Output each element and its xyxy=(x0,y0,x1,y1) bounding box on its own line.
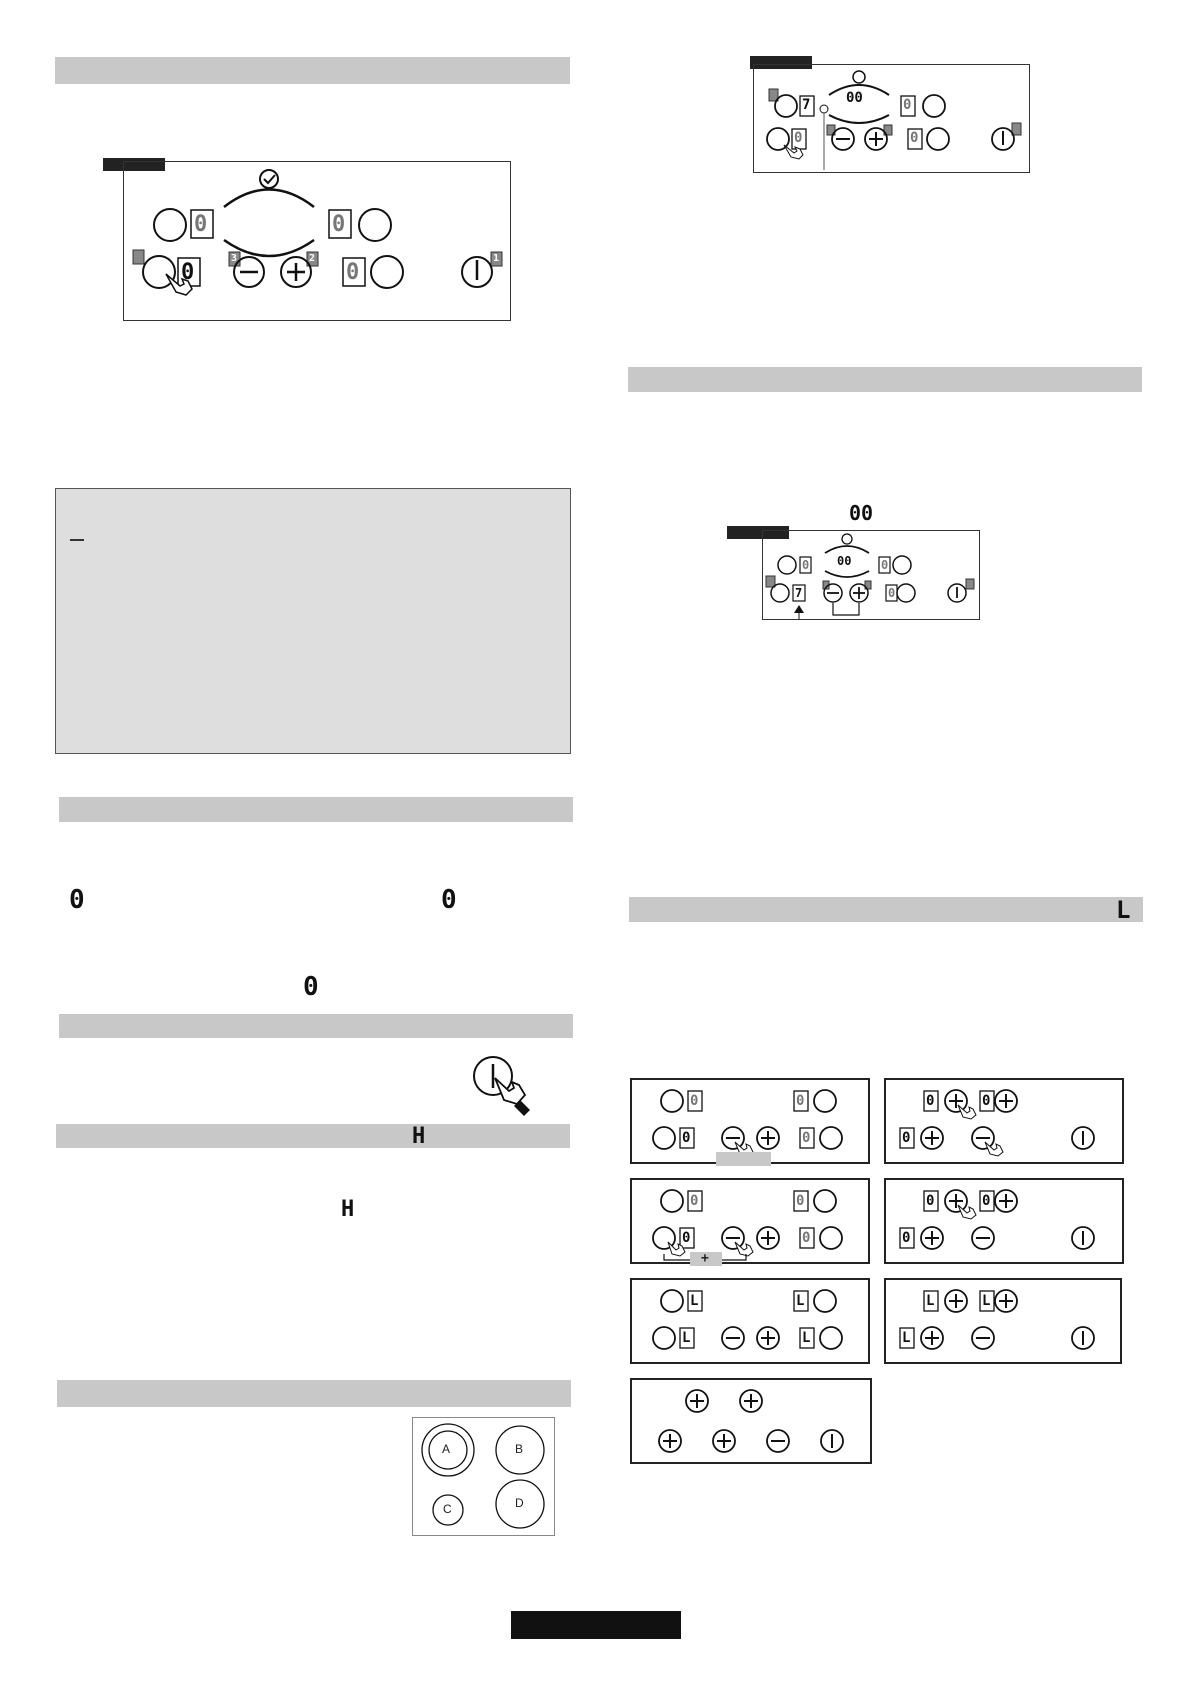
display-bottom-right: 0 xyxy=(888,586,896,600)
lock-step-panel-6-drawing xyxy=(886,1280,1120,1362)
display-top-right: 0 xyxy=(332,212,346,237)
zone-label-c: C xyxy=(443,1502,452,1516)
plus-tag-label: + xyxy=(701,1251,709,1266)
lock-step-panel-5-drawing xyxy=(632,1280,868,1362)
display-seven: 7 xyxy=(795,586,803,600)
display-l: L xyxy=(682,1330,691,1346)
plus-tag xyxy=(690,1252,722,1266)
display: 0 xyxy=(796,1093,805,1109)
display: 0 xyxy=(926,1193,935,1209)
l-symbol: L xyxy=(1116,896,1131,924)
zero-symbol: 0 xyxy=(441,885,457,915)
lock-step-panel-3 xyxy=(630,1178,870,1264)
note-dash xyxy=(70,539,84,541)
control-panel-diagram xyxy=(123,161,511,321)
display-l: L xyxy=(926,1293,935,1309)
section-header-bar xyxy=(629,897,1143,922)
display-l: L xyxy=(802,1330,811,1346)
lock-step-panel-1-drawing xyxy=(632,1080,868,1162)
page-footer-bar xyxy=(511,1611,681,1639)
cooking-zones-diagram xyxy=(412,1417,555,1536)
display: 0 xyxy=(796,1193,805,1209)
display-seven: 7 xyxy=(802,97,811,113)
section-header-bar xyxy=(628,367,1142,392)
display: 0 xyxy=(682,1130,691,1146)
lock-step-panel-6 xyxy=(884,1278,1122,1364)
step-badge-1: 1 xyxy=(493,253,500,264)
step-badge-3: 3 xyxy=(231,253,238,264)
zero-symbol: 0 xyxy=(303,972,319,1002)
lock-step-panel-7-drawing xyxy=(632,1380,870,1462)
control-panel-diagram-timer xyxy=(753,64,1030,173)
display-bottom-right: 0 xyxy=(346,260,360,285)
control-panel-timer-set-drawing xyxy=(763,531,979,619)
h-symbol: H xyxy=(412,1124,426,1149)
double-zero-symbol: 00 xyxy=(849,501,874,525)
display-top-right: 0 xyxy=(903,97,912,113)
lock-step-panel-7 xyxy=(630,1378,872,1464)
display: 0 xyxy=(902,1130,911,1146)
display: 0 xyxy=(902,1230,911,1246)
section-header-bar xyxy=(57,1380,571,1407)
display-l: L xyxy=(690,1293,699,1309)
lock-step-panel-4 xyxy=(884,1178,1124,1264)
display: 0 xyxy=(690,1093,699,1109)
section-header-bar xyxy=(55,57,570,84)
cooking-zones-drawing xyxy=(413,1418,554,1535)
note-box xyxy=(55,488,571,754)
display-bottom-left: 0 xyxy=(181,260,195,285)
display: 0 xyxy=(926,1093,935,1109)
display-l: L xyxy=(982,1293,991,1309)
timer-tag xyxy=(716,1152,771,1166)
section-header-bar xyxy=(56,1124,570,1148)
display-bottom-left: 0 xyxy=(794,130,803,146)
h-symbol: H xyxy=(341,1197,355,1222)
section-header-bar xyxy=(59,797,573,822)
section-header-bar xyxy=(59,1014,573,1038)
display-top-left: 0 xyxy=(802,558,810,572)
zone-label-a: A xyxy=(442,1442,451,1456)
lock-step-panel-3-drawing xyxy=(632,1180,868,1262)
step-badge-2: 2 xyxy=(309,253,316,264)
display-top-right: 0 xyxy=(881,558,889,572)
display: 0 xyxy=(690,1193,699,1209)
control-panel-timer-drawing xyxy=(754,65,1029,172)
lock-step-panel-5 xyxy=(630,1278,870,1364)
display: 0 xyxy=(802,1130,811,1146)
control-panel-drawing xyxy=(124,162,510,320)
display: 0 xyxy=(982,1093,991,1109)
display: 0 xyxy=(982,1193,991,1209)
zero-symbol: 0 xyxy=(69,885,85,915)
timer-display: 00 xyxy=(837,554,852,568)
zone-label-d: D xyxy=(515,1496,524,1510)
zone-label-b: B xyxy=(515,1442,524,1456)
display-l: L xyxy=(796,1293,805,1309)
display-l: L xyxy=(902,1330,911,1346)
control-panel-diagram-timer-set xyxy=(762,530,980,620)
display: 0 xyxy=(802,1230,811,1246)
lock-step-panel-2 xyxy=(884,1078,1124,1164)
display-top-left: 0 xyxy=(194,212,208,237)
display-bottom-right: 0 xyxy=(910,130,919,146)
lock-step-panel-4-drawing xyxy=(886,1180,1122,1262)
timer-display: 00 xyxy=(846,90,863,106)
display: 0 xyxy=(682,1230,691,1246)
lock-step-panel-2-drawing xyxy=(886,1080,1122,1162)
